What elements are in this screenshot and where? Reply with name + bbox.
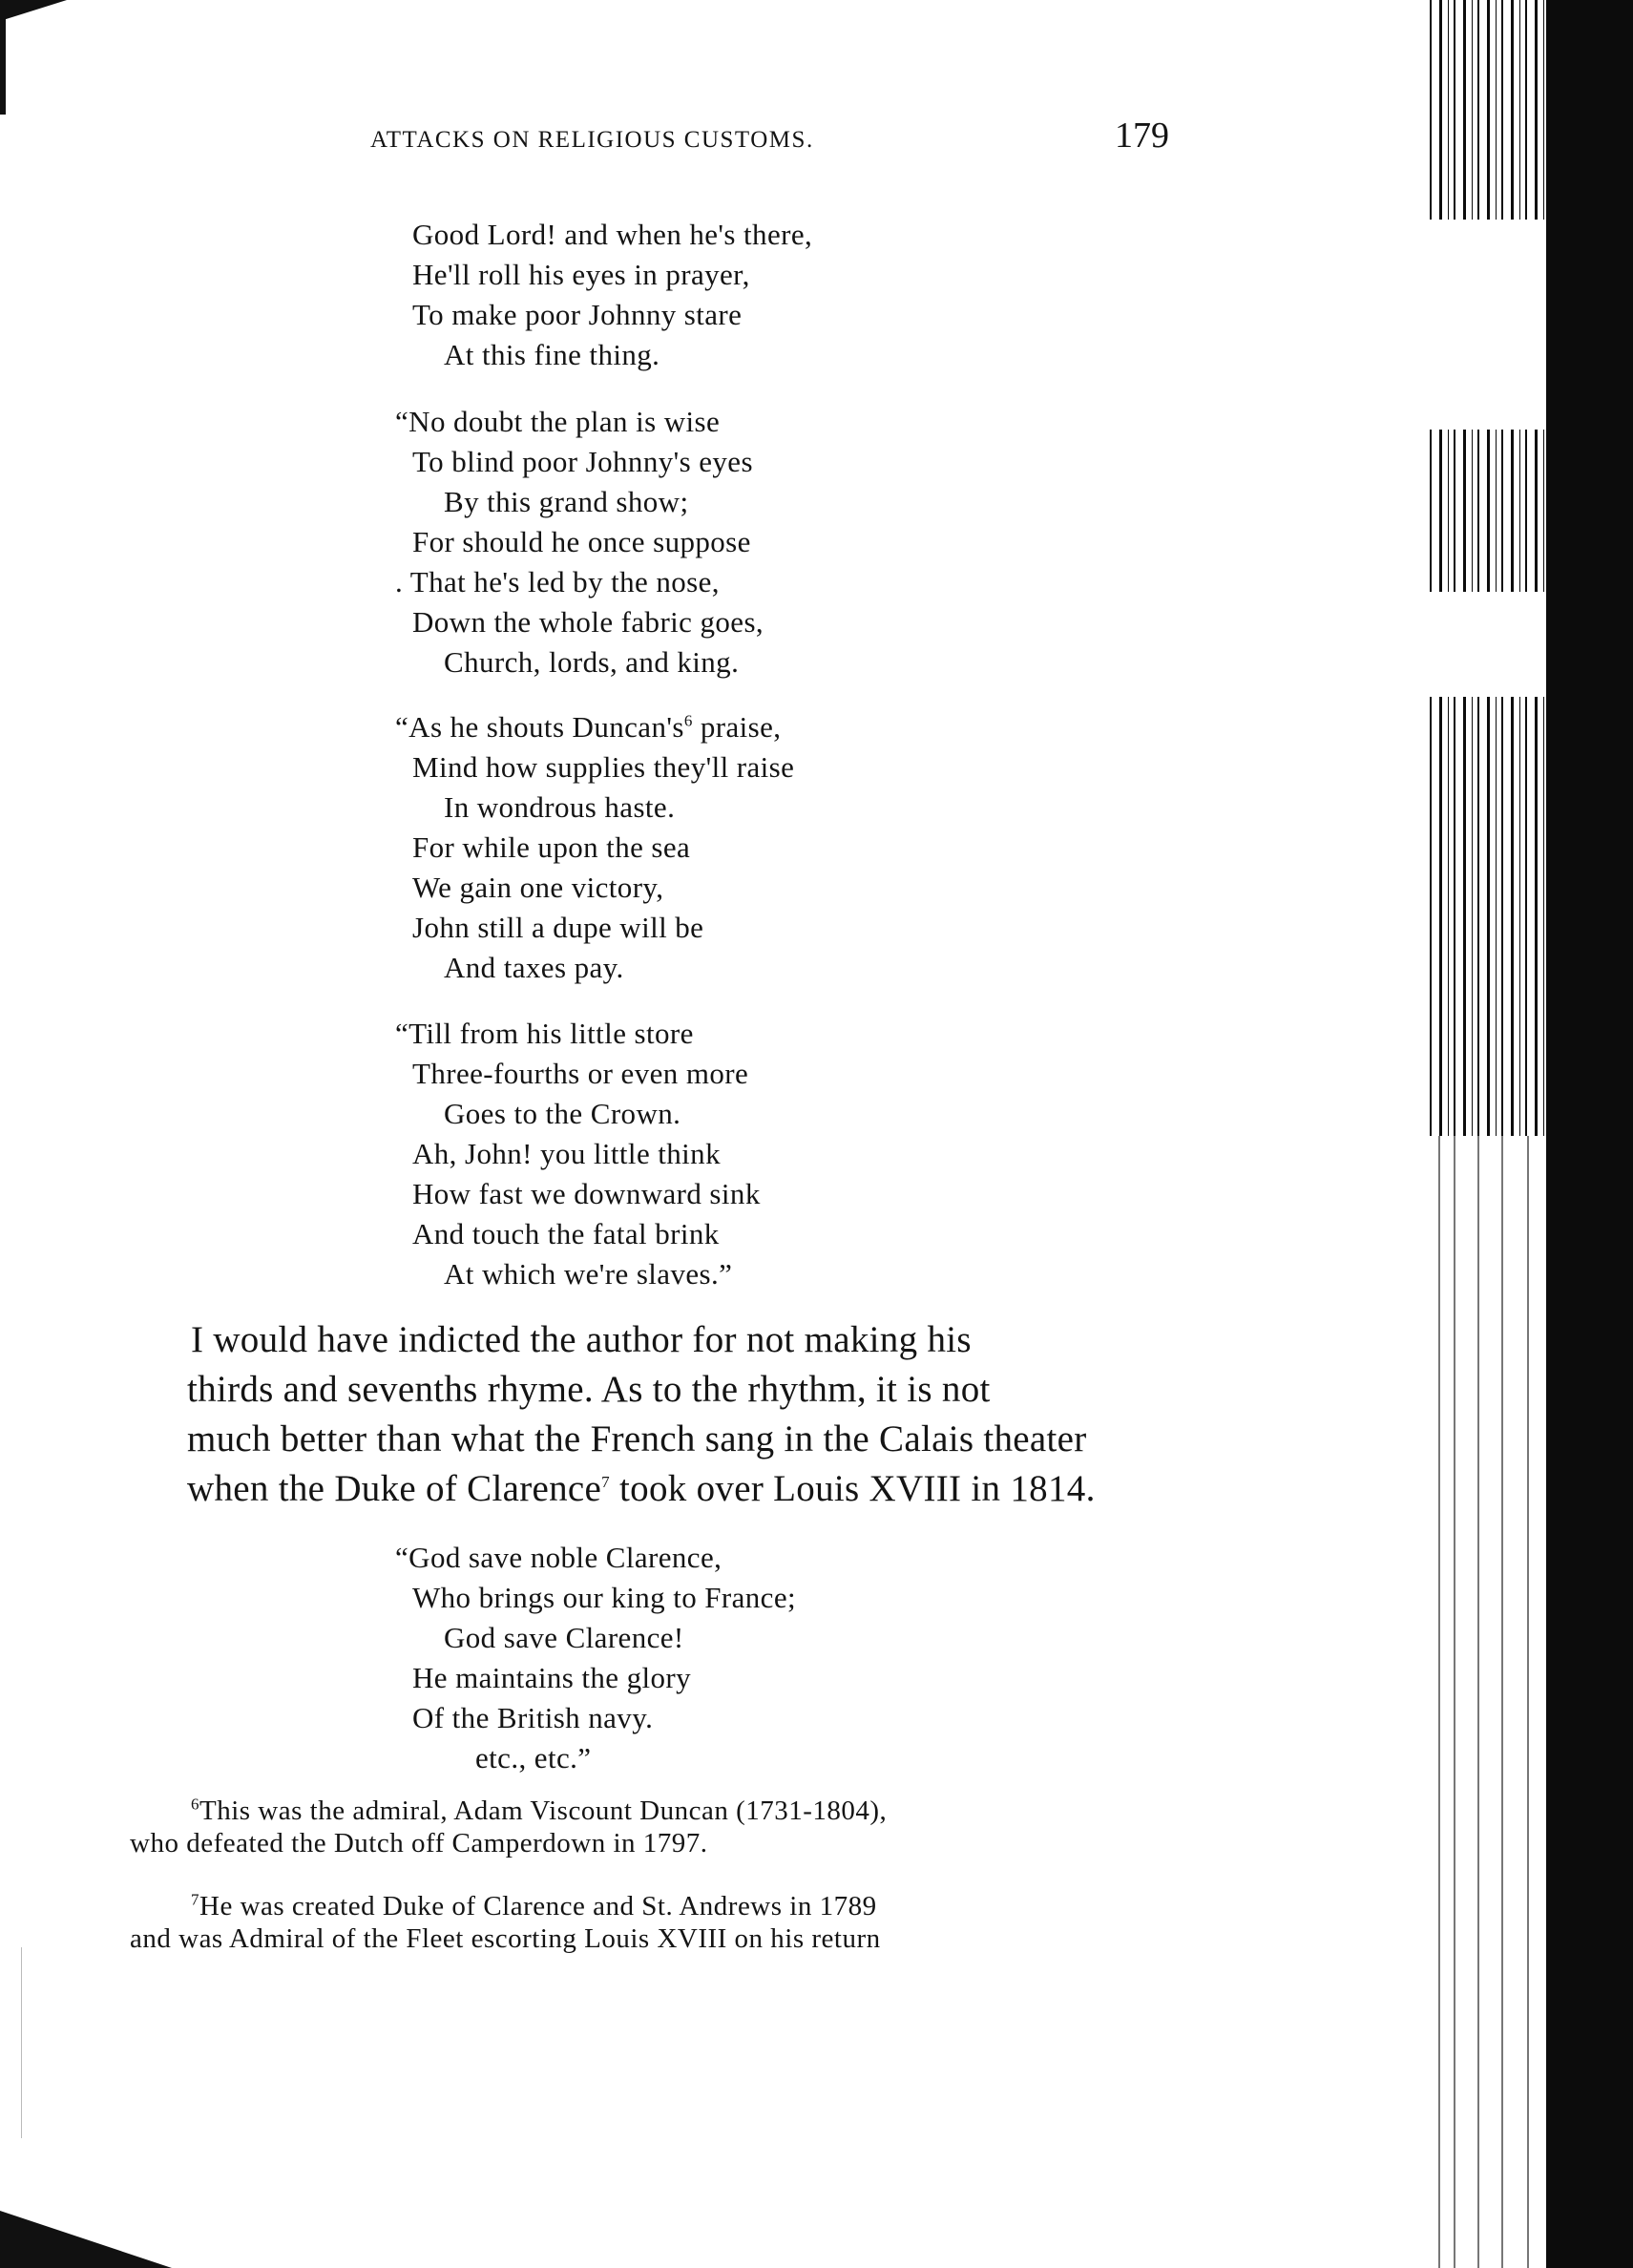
poem-line: Good Lord! and when he's there, bbox=[412, 218, 813, 251]
footnote-line bbox=[130, 1795, 1174, 1827]
poem-line: Church, lords, and king. bbox=[444, 645, 740, 679]
prose-paragraph bbox=[187, 1315, 1174, 1514]
poem-line: How fast we downward sink bbox=[412, 1177, 761, 1210]
scan-edge-left bbox=[0, 0, 6, 115]
spine-gap bbox=[1425, 1136, 1549, 2268]
poem-line: He maintains the glory bbox=[412, 1661, 692, 1694]
page-number: 179 bbox=[1115, 116, 1169, 156]
poem-line: “God save noble Clarence, bbox=[395, 1541, 722, 1574]
footnote-line bbox=[130, 1890, 1174, 1922]
poem-line: And taxes pay. bbox=[444, 951, 624, 984]
footnote-reference: 6 bbox=[683, 711, 693, 730]
poem-line: John still a dupe will be bbox=[412, 911, 704, 944]
poem-line: “Till from his little store bbox=[395, 1017, 694, 1050]
poem-line bbox=[395, 707, 794, 747]
prose-line: thirds and sevenths rhyme. As to the rhythm, it is not bbox=[187, 1369, 991, 1410]
poem-line-text: praise, bbox=[692, 710, 782, 744]
poem-stanza bbox=[395, 707, 795, 988]
footnote-line-text: He was created Duke of Clarence and St. Andrews in 1789 bbox=[199, 1891, 877, 1922]
poem-line: God save Clarence! bbox=[444, 1621, 684, 1654]
poem-line: Goes to the Crown. bbox=[444, 1097, 681, 1130]
poem-line: Mind how supplies they'll raise bbox=[412, 750, 795, 784]
spine-line bbox=[1477, 1136, 1479, 2268]
spine-line bbox=[1454, 1136, 1455, 2268]
scan-margin-line bbox=[21, 1947, 22, 2138]
book-spine-edge bbox=[1546, 0, 1633, 2268]
scan-corner-top bbox=[0, 0, 67, 21]
prose-line: much better than what the French sang in the Calais theater bbox=[187, 1418, 1087, 1460]
poem-line: Three-fourths or even more bbox=[412, 1057, 749, 1090]
prose-line-text: when the Duke of Clarence bbox=[187, 1468, 602, 1509]
footnote-line-text: This was the admiral, Adam Viscount Duncan (1731-1804), bbox=[199, 1796, 888, 1826]
poem-stanza bbox=[412, 215, 812, 375]
spine-line bbox=[1527, 1136, 1529, 2268]
poem-line: To make poor Johnny stare bbox=[412, 298, 743, 331]
poem-line: At this fine thing. bbox=[444, 338, 660, 371]
poem-line: Of the British navy. bbox=[412, 1701, 654, 1734]
spine-line bbox=[1438, 1136, 1440, 2268]
prose-line bbox=[187, 1464, 1174, 1514]
poem-line: And touch the fatal brink bbox=[412, 1217, 720, 1250]
poem-line: . That he's led by the nose, bbox=[395, 565, 720, 598]
poem-line: By this grand show; bbox=[444, 485, 689, 518]
poem-stanza bbox=[395, 402, 764, 682]
spine-gap bbox=[1425, 220, 1549, 430]
poem-line: “No doubt the plan is wise bbox=[395, 405, 721, 438]
footnote-marker: 7 bbox=[191, 1890, 199, 1909]
poem-line: At which we're slaves.” bbox=[444, 1257, 733, 1291]
poem-line-text: “As he shouts Duncan's bbox=[395, 710, 684, 744]
poem-line: Ah, John! you little think bbox=[412, 1137, 721, 1170]
poem-stanza bbox=[395, 1014, 761, 1294]
prose-line: I would have indicted the author for not making his bbox=[191, 1319, 972, 1360]
poem-stanza-clarence bbox=[395, 1538, 797, 1778]
running-head: ATTACKS ON RELIGIOUS CUSTOMS. bbox=[370, 127, 814, 153]
poem-line: In wondrous haste. bbox=[444, 790, 676, 824]
footnote-line: who defeated the Dutch off Camperdown in 1797. bbox=[130, 1828, 708, 1858]
footnote bbox=[130, 1890, 1174, 1955]
poem-line: For while upon the sea bbox=[412, 830, 691, 864]
footnote-marker: 6 bbox=[191, 1795, 199, 1814]
prose-line-text: took over Louis XVIII in 1814. bbox=[609, 1468, 1096, 1509]
spine-line bbox=[1501, 1136, 1503, 2268]
poem-line: For should he once suppose bbox=[412, 525, 751, 558]
poem-line: Who brings our king to France; bbox=[412, 1581, 797, 1614]
footnote bbox=[130, 1795, 1174, 1859]
poem-line: etc., etc.” bbox=[475, 1741, 592, 1774]
spine-gap bbox=[1425, 592, 1549, 697]
poem-line: He'll roll his eyes in prayer, bbox=[412, 258, 750, 291]
footnote-line: and was Admiral of the Fleet escorting Louis XVIII on his return bbox=[130, 1923, 881, 1954]
poem-line: Down the whole fabric goes, bbox=[412, 605, 764, 639]
poem-line: To blind poor Johnny's eyes bbox=[412, 445, 753, 478]
footnote-reference: 7 bbox=[601, 1473, 610, 1491]
poem-line: We gain one victory, bbox=[412, 871, 664, 904]
scan-corner-bottom bbox=[0, 2211, 172, 2268]
